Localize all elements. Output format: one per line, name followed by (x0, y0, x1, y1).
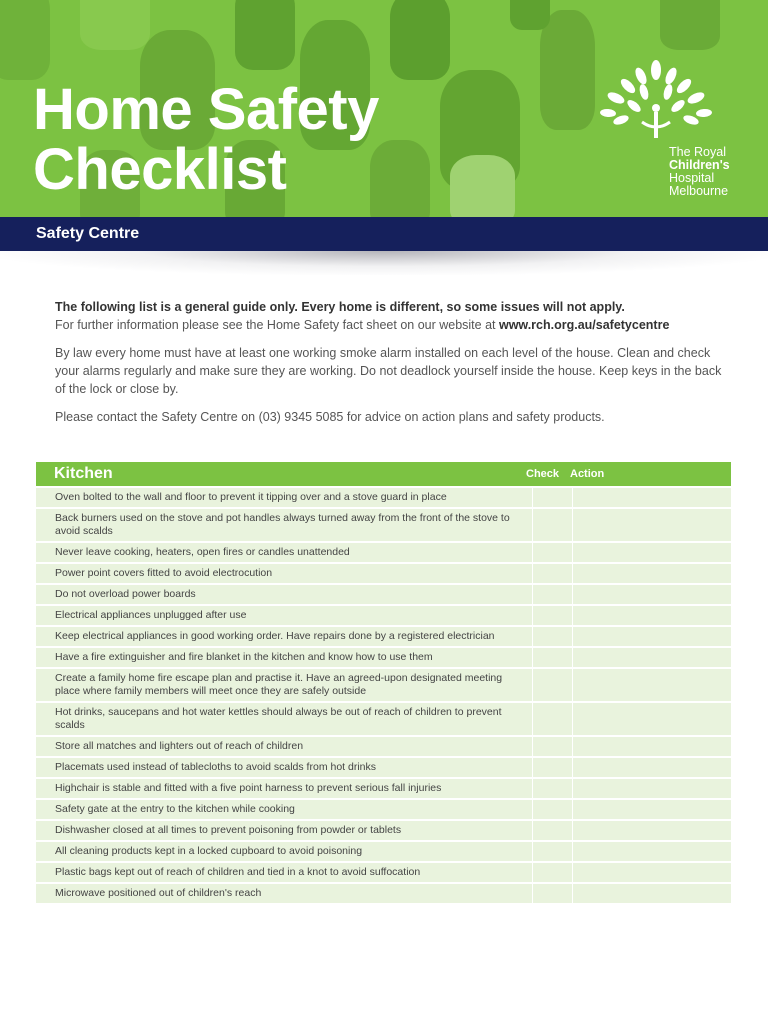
action-cell[interactable] (572, 703, 731, 735)
action-cell[interactable] (572, 509, 731, 541)
checklist-item-text: Have a fire extinguisher and fire blanket in the kitchen and know how to use them (55, 651, 433, 663)
section-title: Kitchen (54, 465, 113, 482)
check-cell[interactable] (532, 627, 572, 646)
table-row (36, 756, 731, 777)
checklist-item-text: Hot drinks, saucepans and hot water kettles should always be out of reach of children to prevent scalds (55, 706, 502, 731)
table-row (36, 882, 731, 903)
checklist-item-text: Dishwasher closed at all times to prevent poisoning from powder or tablets (55, 824, 402, 836)
check-cell[interactable] (532, 585, 572, 604)
column-header-check: Check (526, 468, 560, 480)
table-row (36, 541, 731, 562)
table-row (36, 562, 731, 583)
check-cell[interactable] (532, 669, 572, 701)
action-cell[interactable] (572, 800, 731, 819)
action-cell[interactable] (572, 564, 731, 583)
table-row (36, 798, 731, 819)
checklist-item-text: Power point covers fitted to avoid electrocution (55, 567, 273, 579)
section-bar (0, 217, 768, 251)
title-line-2: Checklist (33, 137, 287, 202)
action-cell[interactable] (572, 606, 731, 625)
table-row (36, 701, 731, 735)
intro-paragraph-3: Please contact the Safety Centre on (03) 9345 5085 for advice on action plans and safety products. (55, 410, 605, 424)
checklist-item-text: Never leave cooking, heaters, open fires or candles unattended (55, 546, 350, 558)
action-cell[interactable] (572, 842, 731, 861)
table-header (36, 462, 731, 486)
table-row (36, 625, 731, 646)
action-cell[interactable] (572, 543, 731, 562)
table-row (36, 604, 731, 625)
checklist-item-text: Highchair is stable and fitted with a five point harness to prevent serious fall injuries (55, 782, 442, 794)
action-cell[interactable] (572, 488, 731, 507)
table-row (36, 486, 731, 507)
checklist-item-text: Safety gate at the entry to the kitchen while cooking (55, 803, 295, 815)
check-cell[interactable] (532, 737, 572, 756)
website-link[interactable]: www.rch.org.au/safetycentre (498, 318, 670, 332)
action-cell[interactable] (572, 884, 731, 903)
check-cell[interactable] (532, 800, 572, 819)
header-banner (0, 0, 768, 217)
title-line-1: Home Safety (33, 77, 379, 142)
check-cell[interactable] (532, 821, 572, 840)
action-cell[interactable] (572, 648, 731, 667)
check-cell[interactable] (532, 564, 572, 583)
action-cell[interactable] (572, 821, 731, 840)
checklist-item-text: Electrical appliances unplugged after use (55, 609, 247, 621)
kitchen-checklist-table (36, 462, 731, 903)
page-title (33, 77, 379, 202)
check-cell[interactable] (532, 863, 572, 882)
checklist-item-text: All cleaning products kept in a locked cupboard to avoid poisoning (55, 845, 363, 857)
logo-line-3: Hospital (669, 171, 715, 185)
action-cell[interactable] (572, 585, 731, 604)
action-cell[interactable] (572, 669, 731, 701)
action-cell[interactable] (572, 737, 731, 756)
check-cell[interactable] (532, 606, 572, 625)
intro-bold-line: The following list is a general guide only. Every home is different, so some issues will not apply. (55, 300, 625, 314)
intro-info-text: For further information please see the Home Safety fact sheet on our website at (55, 318, 499, 332)
logo-line-4: Melbourne (669, 184, 729, 198)
check-cell[interactable] (532, 543, 572, 562)
logo-line-1: The Royal (669, 145, 726, 159)
table-row (36, 819, 731, 840)
table-row (36, 861, 731, 882)
check-cell[interactable] (532, 884, 572, 903)
table-row (36, 583, 731, 604)
table-body (36, 486, 731, 903)
table-row (36, 777, 731, 798)
intro-paragraph-2: By law every home must have at least one working smoke alarm installed on each level of the house. Clean and check your alarms regularly and make sure they are working. Do not deadlock yourself inside the house. Keep keys in the back of the lock or close by. (55, 346, 722, 396)
check-cell[interactable] (532, 648, 572, 667)
checklist-item-text: Store all matches and lighters out of reach of children (55, 740, 304, 752)
table-row (36, 735, 731, 756)
check-cell[interactable] (532, 703, 572, 735)
section-bar-label: Safety Centre (36, 225, 140, 242)
divider-shadow (0, 251, 768, 275)
check-cell[interactable] (532, 488, 572, 507)
checklist-item-text: Oven bolted to the wall and floor to prevent it tipping over and a stove guard in place (55, 491, 447, 503)
check-cell[interactable] (532, 842, 572, 861)
checklist-item-text: Do not overload power boards (55, 588, 196, 600)
checklist-item-text: Back burners used on the stove and pot handles always turned away from the front of the stove to avoid scalds (55, 512, 510, 537)
logo-line-2: Children's (669, 158, 730, 172)
action-cell[interactable] (572, 863, 731, 882)
checklist-item-text: Create a family home fire escape plan and practise it. Have an agreed-upon designated meeting place where family members will meet once they are safely outside (55, 672, 503, 697)
action-cell[interactable] (572, 627, 731, 646)
table-row (36, 646, 731, 667)
table-row (36, 507, 731, 541)
checklist-item-text: Plastic bags kept out of reach of children and tied in a knot to avoid suffocation (55, 866, 421, 878)
action-cell[interactable] (572, 758, 731, 777)
column-header-action: Action (570, 468, 605, 480)
checklist-item-text: Placemats used instead of tablecloths to avoid scalds from hot drinks (55, 761, 376, 773)
table-row (36, 667, 731, 701)
intro-text (55, 298, 725, 436)
check-cell[interactable] (532, 779, 572, 798)
checklist-item-text: Microwave positioned out of children's reach (55, 887, 262, 899)
check-cell[interactable] (532, 758, 572, 777)
hospital-logo-text (669, 146, 730, 198)
table-row (36, 840, 731, 861)
check-cell[interactable] (532, 509, 572, 541)
checklist-item-text: Keep electrical appliances in good working order. Have repairs done by a registered electrician (55, 630, 495, 642)
action-cell[interactable] (572, 779, 731, 798)
